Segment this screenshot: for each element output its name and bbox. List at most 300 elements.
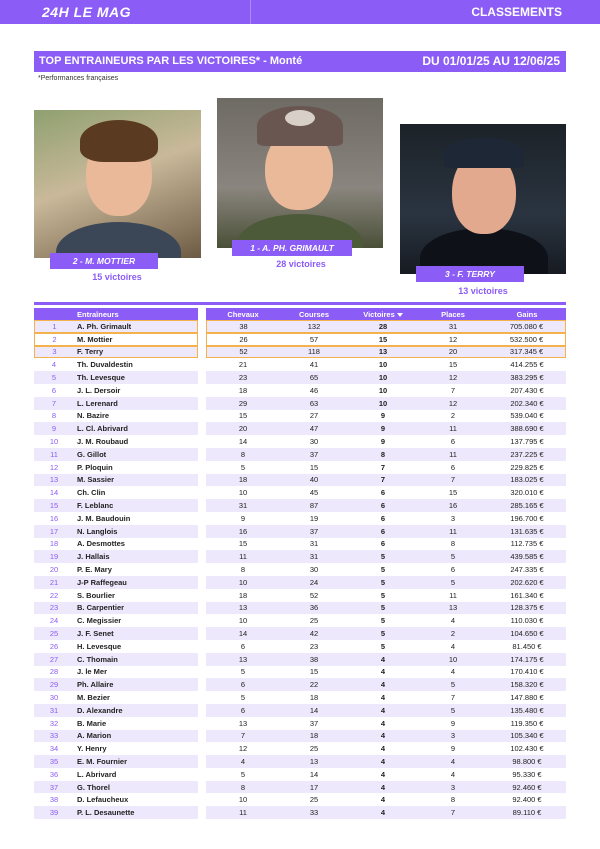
cell-places: 5 (418, 704, 488, 717)
cell-name: C. Thomain (74, 653, 198, 666)
trainer-photo-1 (217, 98, 383, 248)
cell-rank: 7 (34, 397, 74, 410)
row-gap (198, 474, 206, 487)
cell-rank: 39 (34, 806, 74, 819)
cell-wins: 8 (348, 448, 418, 461)
cell-places: 7 (418, 806, 488, 819)
cell-wins: 9 (348, 435, 418, 448)
cell-rank: 31 (34, 704, 74, 717)
cell-earnings: 104.650 € (488, 627, 566, 640)
cell-places: 3 (418, 781, 488, 794)
cell-races: 24 (280, 576, 348, 589)
cell-races: 25 (280, 793, 348, 806)
header-horses: Chevaux (206, 308, 280, 320)
cell-races: 17 (280, 781, 348, 794)
cell-horses: 18 (206, 474, 280, 487)
cell-places: 12 (418, 371, 488, 384)
cell-name: P. Ploquin (74, 461, 198, 474)
cell-wins: 5 (348, 640, 418, 653)
cell-races: 30 (280, 563, 348, 576)
cell-name: J. M. Baudouin (74, 512, 198, 525)
table-row (34, 435, 566, 448)
cell-earnings: 89.110 € (488, 806, 566, 819)
cell-places: 6 (418, 563, 488, 576)
cell-places: 5 (418, 550, 488, 563)
cell-wins: 10 (348, 371, 418, 384)
cell-rank: 10 (34, 435, 74, 448)
cell-races: 14 (280, 704, 348, 717)
cell-horses: 20 (206, 422, 280, 435)
cell-earnings: 247.335 € (488, 563, 566, 576)
cell-name: E. M. Fournier (74, 755, 198, 768)
table-row (34, 563, 566, 576)
cell-wins: 4 (348, 742, 418, 755)
cell-rank: 23 (34, 602, 74, 615)
cell-rank: 19 (34, 550, 74, 563)
header-wins[interactable] (348, 308, 418, 320)
cell-wins: 5 (348, 576, 418, 589)
cell-places: 2 (418, 410, 488, 423)
sort-down-icon (397, 313, 403, 317)
cell-name: B. Carpentier (74, 602, 198, 615)
row-gap (198, 486, 206, 499)
cell-horses: 52 (206, 346, 280, 359)
cell-earnings: 705.080 € (488, 320, 566, 333)
cell-name: H. Levesque (74, 640, 198, 653)
table-row (34, 691, 566, 704)
cell-horses: 16 (206, 525, 280, 538)
table-row (34, 474, 566, 487)
row-gap (198, 768, 206, 781)
cell-rank: 12 (34, 461, 74, 474)
cell-name: M. Mottier (74, 333, 198, 346)
cell-wins: 9 (348, 410, 418, 423)
table-row (34, 614, 566, 627)
cell-wins: 9 (348, 422, 418, 435)
cell-rank: 4 (34, 358, 74, 371)
row-gap (198, 346, 206, 359)
row-gap (198, 422, 206, 435)
cell-earnings: 183.025 € (488, 474, 566, 487)
cell-horses: 5 (206, 691, 280, 704)
cell-name: N. Bazire (74, 410, 198, 423)
cell-races: 15 (280, 461, 348, 474)
cell-earnings: 81.450 € (488, 640, 566, 653)
cell-races: 19 (280, 512, 348, 525)
cell-rank: 5 (34, 371, 74, 384)
cell-wins: 5 (348, 614, 418, 627)
cell-wins: 7 (348, 474, 418, 487)
cell-horses: 13 (206, 717, 280, 730)
cell-earnings: 202.620 € (488, 576, 566, 589)
row-gap (198, 614, 206, 627)
ranking-table (34, 308, 566, 819)
cell-rank: 1 (34, 320, 74, 333)
cell-earnings: 161.340 € (488, 589, 566, 602)
cell-places: 15 (418, 358, 488, 371)
cell-races: 15 (280, 666, 348, 679)
cell-races: 25 (280, 742, 348, 755)
cell-name: N. Langlois (74, 525, 198, 538)
podium-label-3: 3 - F. TERRY (416, 266, 524, 282)
cell-name: Th. Duvaldestin (74, 358, 198, 371)
cell-rank: 26 (34, 640, 74, 653)
cell-horses: 8 (206, 448, 280, 461)
cell-horses: 18 (206, 589, 280, 602)
row-gap (198, 371, 206, 384)
row-gap (198, 781, 206, 794)
cell-races: 37 (280, 525, 348, 538)
cell-horses: 14 (206, 435, 280, 448)
row-gap (198, 793, 206, 806)
cell-rank: 28 (34, 666, 74, 679)
cell-earnings: 388.690 € (488, 422, 566, 435)
row-gap (198, 512, 206, 525)
cell-horses: 10 (206, 486, 280, 499)
cell-earnings: 539.040 € (488, 410, 566, 423)
cell-name: G. Thorel (74, 781, 198, 794)
table-row (34, 755, 566, 768)
cell-races: 45 (280, 486, 348, 499)
cell-races: 27 (280, 410, 348, 423)
cell-places: 31 (418, 320, 488, 333)
cell-places: 12 (418, 397, 488, 410)
cell-earnings: 237.225 € (488, 448, 566, 461)
table-row (34, 448, 566, 461)
cell-horses: 18 (206, 384, 280, 397)
table-row (34, 333, 566, 346)
cell-name: M. Sassier (74, 474, 198, 487)
cell-places: 7 (418, 384, 488, 397)
cell-wins: 4 (348, 653, 418, 666)
table-row (34, 602, 566, 615)
cell-races: 38 (280, 653, 348, 666)
cell-races: 41 (280, 358, 348, 371)
cell-earnings: 98.800 € (488, 755, 566, 768)
cell-places: 6 (418, 435, 488, 448)
cell-name: Ch. Clin (74, 486, 198, 499)
row-gap (198, 333, 206, 346)
table-row (34, 384, 566, 397)
table-row (34, 499, 566, 512)
cell-name: C. Megissier (74, 614, 198, 627)
podium-label-1: 1 - A. PH. GRIMAULT (232, 240, 352, 256)
cell-rank: 16 (34, 512, 74, 525)
cell-places: 13 (418, 602, 488, 615)
cell-name: G. Gillot (74, 448, 198, 461)
cell-rank: 21 (34, 576, 74, 589)
cell-earnings: 135.480 € (488, 704, 566, 717)
cell-earnings: 439.585 € (488, 550, 566, 563)
cell-wins: 5 (348, 627, 418, 640)
cell-rank: 8 (34, 410, 74, 423)
cell-horses: 11 (206, 806, 280, 819)
cell-horses: 11 (206, 550, 280, 563)
cell-earnings: 92.400 € (488, 793, 566, 806)
cell-horses: 5 (206, 768, 280, 781)
cell-name: A. Desmottes (74, 538, 198, 551)
cell-name: A. Ph. Grimault (74, 320, 198, 333)
header-wins-label: Victoires (363, 309, 395, 319)
cell-wins: 4 (348, 755, 418, 768)
cell-earnings: 414.255 € (488, 358, 566, 371)
row-gap (198, 461, 206, 474)
section-title: CLASSEMENTS (471, 5, 562, 19)
cell-races: 40 (280, 474, 348, 487)
cell-earnings: 147.880 € (488, 691, 566, 704)
table-row (34, 346, 566, 359)
cell-earnings: 320.010 € (488, 486, 566, 499)
cell-places: 3 (418, 512, 488, 525)
cell-earnings: 92.460 € (488, 781, 566, 794)
table-row (34, 410, 566, 423)
cell-races: 42 (280, 627, 348, 640)
cell-rank: 3 (34, 346, 74, 359)
cell-name: D. Lefaucheux (74, 793, 198, 806)
cell-rank: 14 (34, 486, 74, 499)
cell-earnings: 110.030 € (488, 614, 566, 627)
cell-rank: 6 (34, 384, 74, 397)
cell-earnings: 207.430 € (488, 384, 566, 397)
cell-earnings: 112.735 € (488, 538, 566, 551)
cell-wins: 5 (348, 602, 418, 615)
cell-places: 8 (418, 538, 488, 551)
row-gap (198, 410, 206, 423)
cell-places: 12 (418, 333, 488, 346)
cell-rank: 29 (34, 678, 74, 691)
ranking-title: TOP ENTRAINEURS PAR LES VICTOIRES* - Monté (39, 55, 303, 67)
header-races: Courses (280, 308, 348, 320)
cell-rank: 33 (34, 730, 74, 743)
cell-rank: 37 (34, 781, 74, 794)
ranking-period: DU 01/01/25 AU 12/06/25 (422, 54, 560, 68)
header-gap (198, 308, 206, 320)
table-header-row (34, 308, 566, 320)
cell-places: 9 (418, 717, 488, 730)
cell-horses: 6 (206, 678, 280, 691)
cell-horses: 13 (206, 602, 280, 615)
cell-wins: 5 (348, 563, 418, 576)
row-gap (198, 806, 206, 819)
row-gap (198, 678, 206, 691)
cell-name: F. Terry (74, 346, 198, 359)
cell-horses: 5 (206, 461, 280, 474)
table-row (34, 806, 566, 819)
cell-rank: 32 (34, 717, 74, 730)
cell-rank: 34 (34, 742, 74, 755)
header-trainer: Entraîneurs (74, 308, 198, 320)
magazine-brand: 24H LE MAG (42, 4, 132, 20)
cell-places: 11 (418, 422, 488, 435)
cell-wins: 5 (348, 589, 418, 602)
cell-horses: 10 (206, 614, 280, 627)
cell-horses: 6 (206, 704, 280, 717)
cell-horses: 10 (206, 793, 280, 806)
cell-places: 4 (418, 614, 488, 627)
row-gap (198, 640, 206, 653)
cell-earnings: 128.375 € (488, 602, 566, 615)
cell-earnings: 95.330 € (488, 768, 566, 781)
cell-rank: 22 (34, 589, 74, 602)
row-gap (198, 627, 206, 640)
top-bar (0, 0, 600, 24)
cell-wins: 4 (348, 730, 418, 743)
table-row (34, 678, 566, 691)
cell-races: 37 (280, 717, 348, 730)
cell-horses: 10 (206, 576, 280, 589)
header-places: Places (418, 308, 488, 320)
table-row (34, 486, 566, 499)
row-gap (198, 742, 206, 755)
cell-wins: 15 (348, 333, 418, 346)
table-row (34, 653, 566, 666)
cell-earnings: 317.345 € (488, 346, 566, 359)
cell-horses: 38 (206, 320, 280, 333)
cell-wins: 4 (348, 768, 418, 781)
header-rank (34, 308, 74, 320)
table-row (34, 422, 566, 435)
table-row (34, 666, 566, 679)
cell-name: J. Hallais (74, 550, 198, 563)
row-gap (198, 525, 206, 538)
row-gap (198, 653, 206, 666)
cell-races: 132 (280, 320, 348, 333)
podium-wins-3: 13 victoires (458, 286, 508, 296)
cell-races: 46 (280, 384, 348, 397)
row-gap (198, 397, 206, 410)
cell-wins: 4 (348, 704, 418, 717)
cell-earnings: 174.175 € (488, 653, 566, 666)
cell-races: 14 (280, 768, 348, 781)
cell-wins: 7 (348, 461, 418, 474)
cell-places: 6 (418, 461, 488, 474)
footnote: *Performances françaises (38, 75, 119, 82)
cell-horses: 5 (206, 666, 280, 679)
cell-horses: 9 (206, 512, 280, 525)
cell-name: P. E. Mary (74, 563, 198, 576)
cell-rank: 17 (34, 525, 74, 538)
cell-wins: 4 (348, 781, 418, 794)
cell-rank: 25 (34, 627, 74, 640)
cell-name: Y. Henry (74, 742, 198, 755)
ranking-title-bar (34, 51, 566, 72)
cell-wins: 6 (348, 525, 418, 538)
cell-earnings: 137.795 € (488, 435, 566, 448)
cell-rank: 27 (34, 653, 74, 666)
cell-horses: 26 (206, 333, 280, 346)
table-row (34, 371, 566, 384)
cell-horses: 8 (206, 563, 280, 576)
cell-earnings: 383.295 € (488, 371, 566, 384)
row-gap (198, 576, 206, 589)
table-row (34, 461, 566, 474)
cell-places: 4 (418, 768, 488, 781)
cell-races: 18 (280, 730, 348, 743)
cell-races: 23 (280, 640, 348, 653)
cell-name: J. L. Dersoir (74, 384, 198, 397)
table-row (34, 512, 566, 525)
cell-rank: 2 (34, 333, 74, 346)
cell-earnings: 196.700 € (488, 512, 566, 525)
cell-wins: 10 (348, 358, 418, 371)
cell-places: 2 (418, 627, 488, 640)
cell-earnings: 202.340 € (488, 397, 566, 410)
row-gap (198, 538, 206, 551)
cell-name: Th. Levesque (74, 371, 198, 384)
cell-places: 3 (418, 730, 488, 743)
cell-races: 31 (280, 550, 348, 563)
cell-races: 118 (280, 346, 348, 359)
cell-races: 13 (280, 755, 348, 768)
cell-rank: 20 (34, 563, 74, 576)
cell-name: J-P Raffegeau (74, 576, 198, 589)
cell-wins: 6 (348, 486, 418, 499)
table-row (34, 717, 566, 730)
cell-wins: 4 (348, 666, 418, 679)
cell-races: 52 (280, 589, 348, 602)
cell-earnings: 532.500 € (488, 333, 566, 346)
table-row (34, 320, 566, 333)
row-gap (198, 358, 206, 371)
cell-horses: 12 (206, 742, 280, 755)
cell-name: L. Cl. Abrivard (74, 422, 198, 435)
cell-places: 20 (418, 346, 488, 359)
cell-name: L. Abrivard (74, 768, 198, 781)
table-row (34, 576, 566, 589)
cell-places: 11 (418, 525, 488, 538)
cell-horses: 15 (206, 538, 280, 551)
table-row (34, 627, 566, 640)
cell-races: 31 (280, 538, 348, 551)
header-divider (250, 0, 251, 24)
header-earnings: Gains (488, 308, 566, 320)
cell-rank: 9 (34, 422, 74, 435)
cell-name: S. Bourlier (74, 589, 198, 602)
table-row (34, 538, 566, 551)
cell-rank: 35 (34, 755, 74, 768)
cell-wins: 4 (348, 793, 418, 806)
row-gap (198, 384, 206, 397)
cell-name: D. Alexandre (74, 704, 198, 717)
podium-label-2: 2 - M. MOTTIER (50, 253, 158, 269)
cell-rank: 15 (34, 499, 74, 512)
cell-rank: 38 (34, 793, 74, 806)
row-gap (198, 589, 206, 602)
cell-races: 87 (280, 499, 348, 512)
podium-wins-2: 15 victoires (92, 272, 142, 282)
row-gap (198, 320, 206, 333)
cell-places: 11 (418, 448, 488, 461)
cell-places: 5 (418, 576, 488, 589)
row-gap (198, 499, 206, 512)
cell-earnings: 229.825 € (488, 461, 566, 474)
table-row (34, 358, 566, 371)
row-gap (198, 717, 206, 730)
cell-wins: 4 (348, 678, 418, 691)
cell-races: 37 (280, 448, 348, 461)
table-row (34, 781, 566, 794)
cell-wins: 4 (348, 806, 418, 819)
table-row (34, 730, 566, 743)
cell-horses: 4 (206, 755, 280, 768)
cell-races: 36 (280, 602, 348, 615)
cell-races: 25 (280, 614, 348, 627)
table-row (34, 589, 566, 602)
row-gap (198, 435, 206, 448)
cell-places: 16 (418, 499, 488, 512)
cell-name: J. le Mer (74, 666, 198, 679)
trainer-photo-2 (34, 110, 201, 258)
